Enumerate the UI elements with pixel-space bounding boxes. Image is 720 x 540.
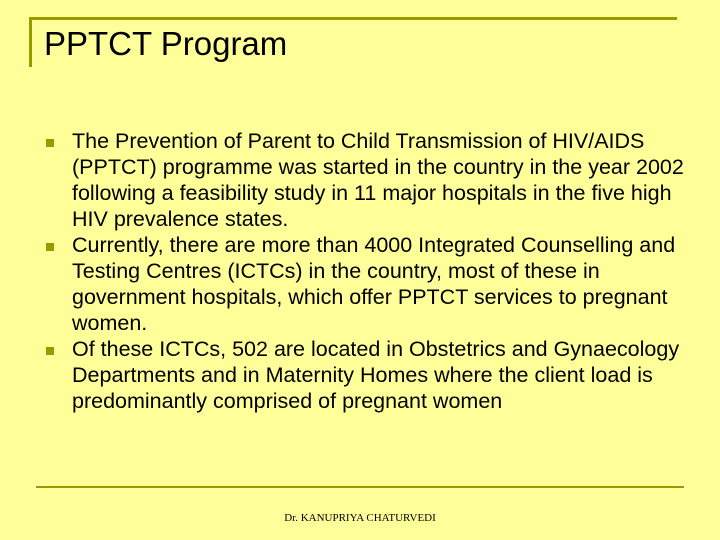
bullet-item-3 (44, 336, 684, 414)
footer-divider (36, 486, 684, 488)
slide-title: PPTCT Program (44, 25, 288, 62)
square-bullet-icon (46, 139, 54, 147)
bullet-item-1 (44, 128, 684, 232)
bullet-list (44, 128, 684, 414)
bullet-text-1: The Prevention of Parent to Child Transmission of HIV/AIDS (PPTCT) programme was started in the country in the year 2002 following a feasibility study in 11 major hospitals in the five high HIV prevalence states. (72, 129, 684, 231)
bullet-text-3: Of these ICTCs, 502 are located in Obstetrics and Gynaecology Departments and in Maternity Homes where the client load is predominantly comprised of pregnant women (72, 337, 680, 413)
bullet-item-2 (44, 232, 684, 336)
bullet-text-2: Currently, there are more than 4000 Integrated Counselling and Testing Centres (ICTCs) in the country, most of these in government hospitals, which offer PPTCT services to pregnant women. (72, 233, 676, 335)
footer-author: Dr. KANUPRIYA CHATURVEDI (284, 512, 436, 524)
square-bullet-icon (46, 243, 54, 251)
square-bullet-icon (46, 347, 54, 355)
